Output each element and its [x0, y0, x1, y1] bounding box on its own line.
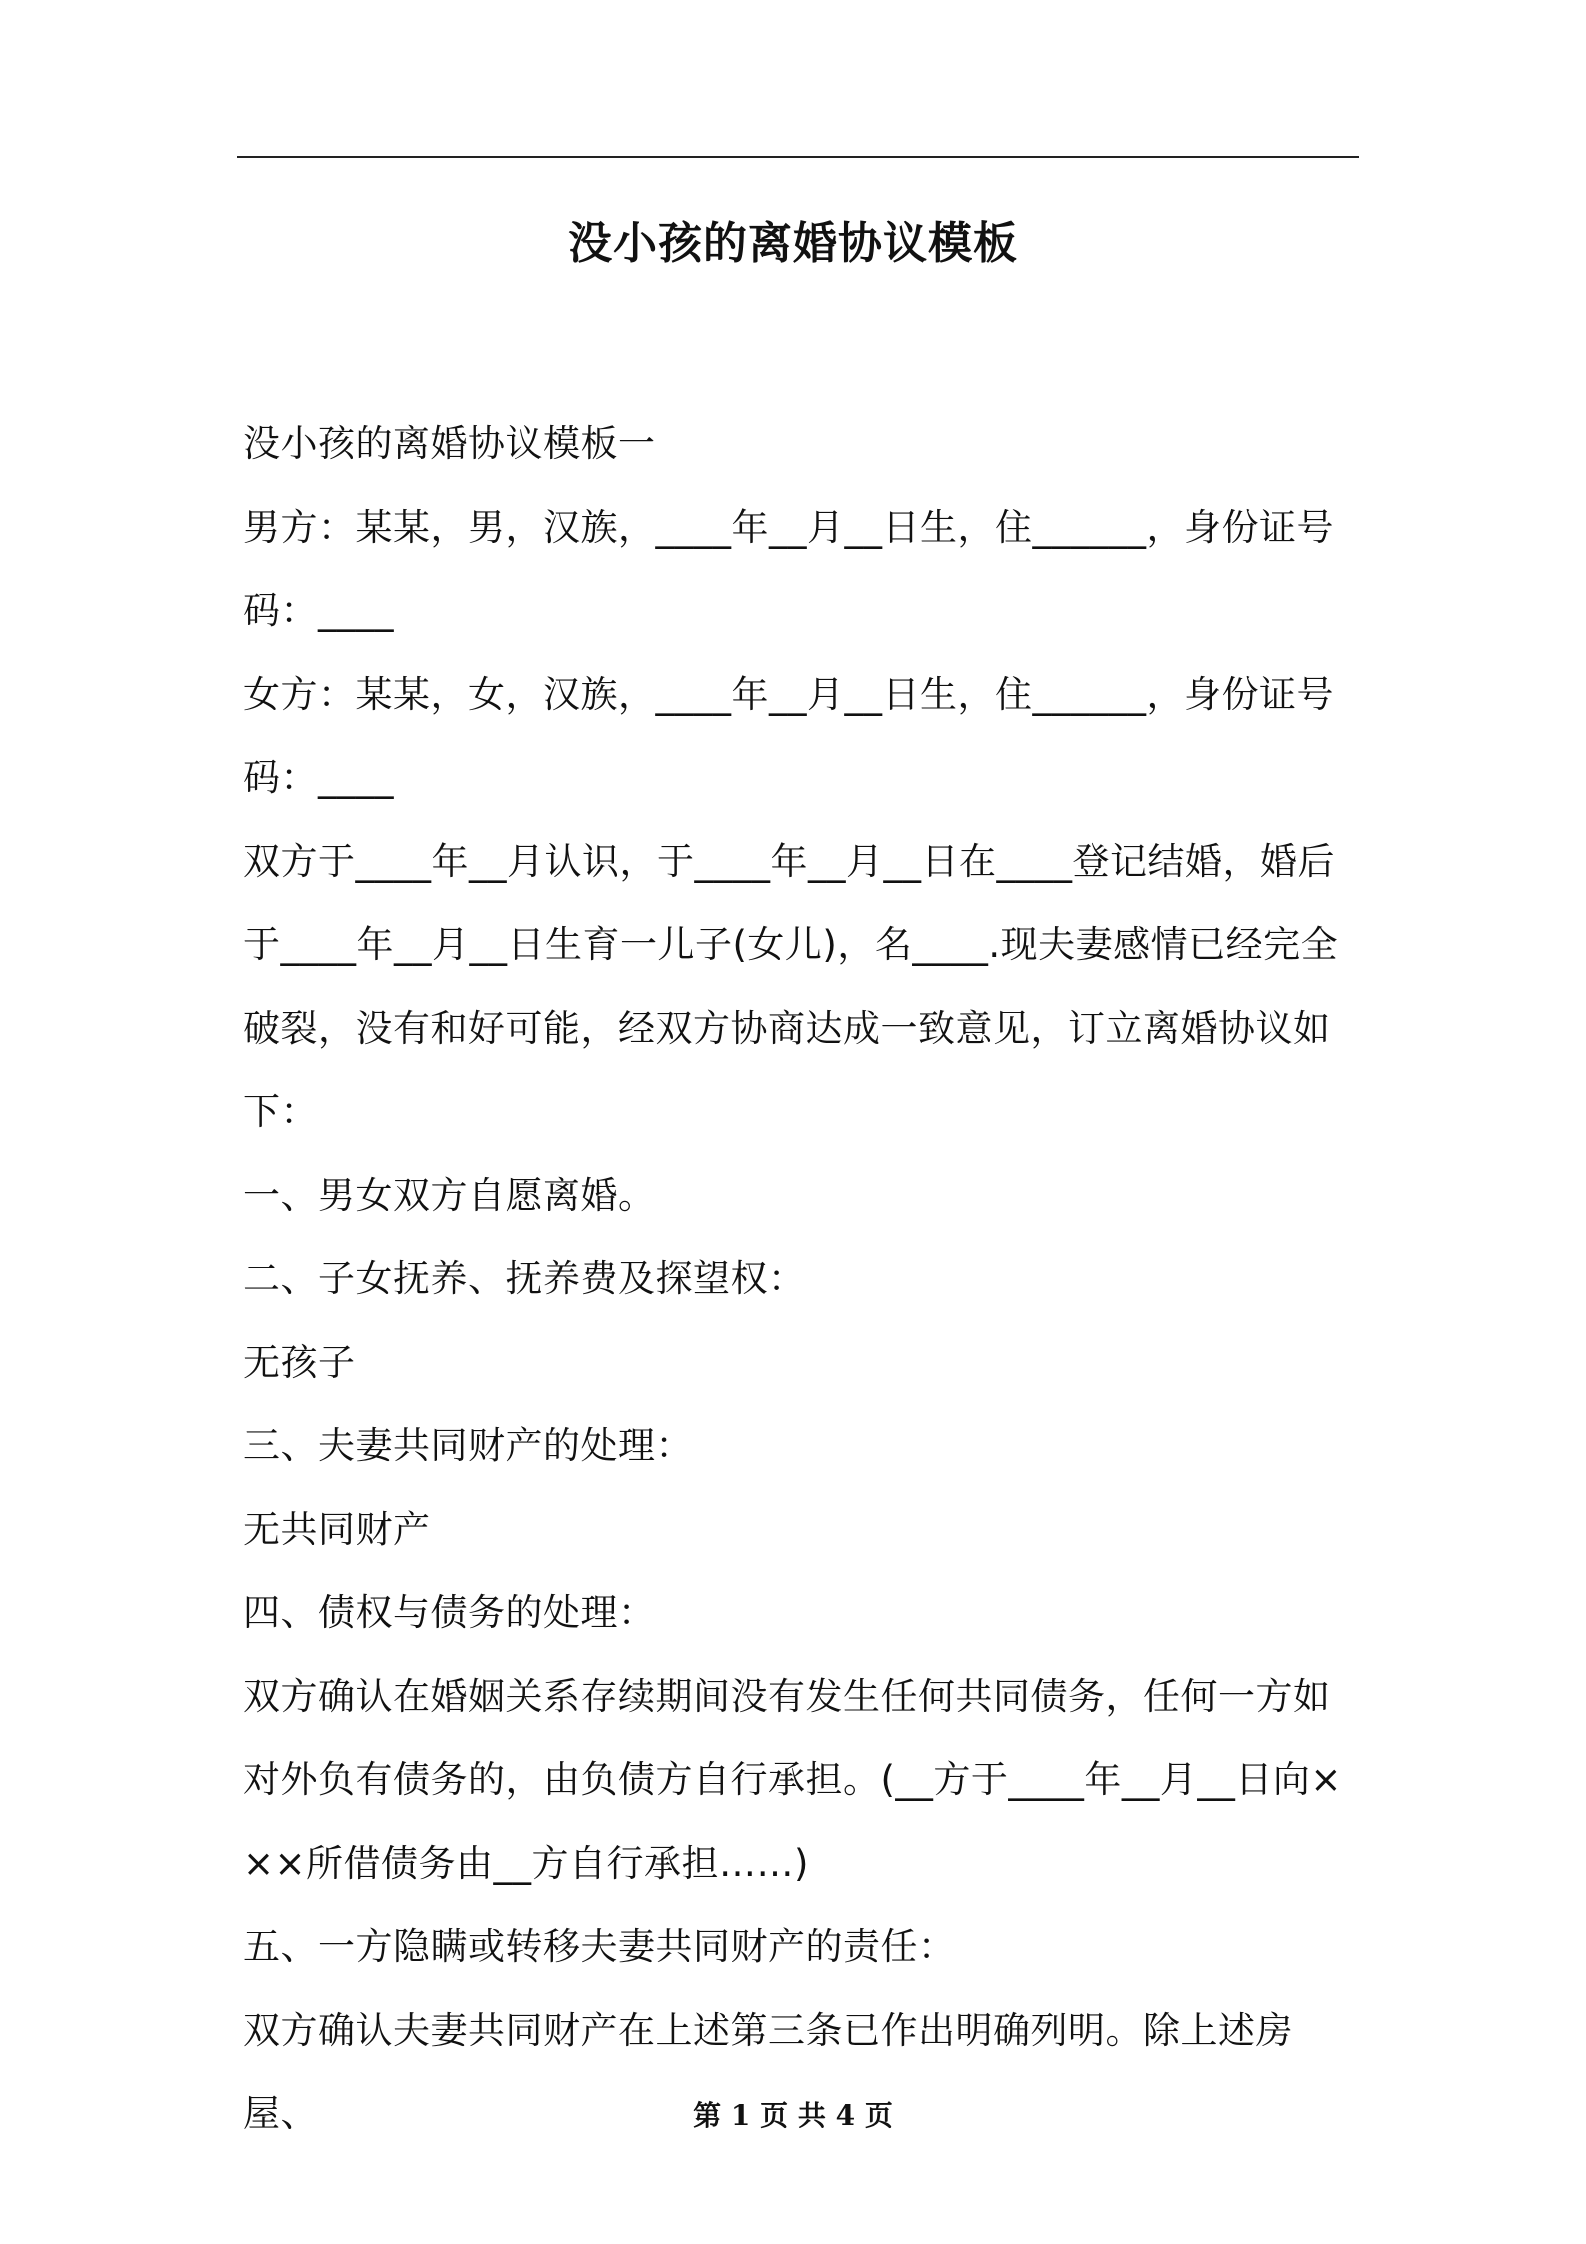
marriage-background: 双方于____年__月认识，于____年__月__日在____登记结婚，婚后于____年__月__日生育一儿子(女儿)，名____.现夫妻感情已经完全破裂，没有和好可能，经双方协商达成一致意见，订立离婚协议如下：	[243, 839, 1339, 1133]
document-title: 没小孩的离婚协议模板	[568, 218, 1018, 269]
party-male-info: 男方：某某，男，汉族，____年__月__日生，住______，身份证号码：____	[243, 505, 1334, 632]
clause-4-heading: 四、债权与债务的处理：	[243, 1591, 656, 1634]
party-female-info: 女方：某某，女，汉族，____年__月__日生，住______，身份证号码：____	[243, 672, 1334, 799]
section-heading-template-one: 没小孩的离婚协议模板一	[243, 422, 656, 465]
clause-1-heading: 一、男女双方自愿离婚。	[243, 1173, 656, 1217]
clause-5-heading: 五、一方隐瞒或转移夫妻共同财产的责任：	[243, 1925, 956, 1968]
clause-2-heading: 二、子女抚养、抚养费及探望权：	[243, 1257, 806, 1300]
header-rule	[237, 156, 1359, 158]
clause-2-content: 无孩子	[243, 1340, 356, 1384]
clause-4-content: 双方确认在婚姻关系存续期间没有发生任何共同债务，任何一方如对外负有债务的，由负债方自行承担。(__方于____年__月__日向×××所借债务由__方自行承担……)	[243, 1674, 1342, 1885]
clause-3-heading: 三、夫妻共同财产的处理：	[243, 1424, 693, 1467]
document-body	[243, 402, 1363, 2156]
page-number-footer: 第 1 页 共 4 页	[693, 2099, 893, 2132]
clause-3-content: 无共同财产	[243, 1507, 431, 1551]
clause-5-content: 双方确认夫妻共同财产在上述第三条已作出明确列明。除上述房屋、	[243, 2008, 1293, 2135]
